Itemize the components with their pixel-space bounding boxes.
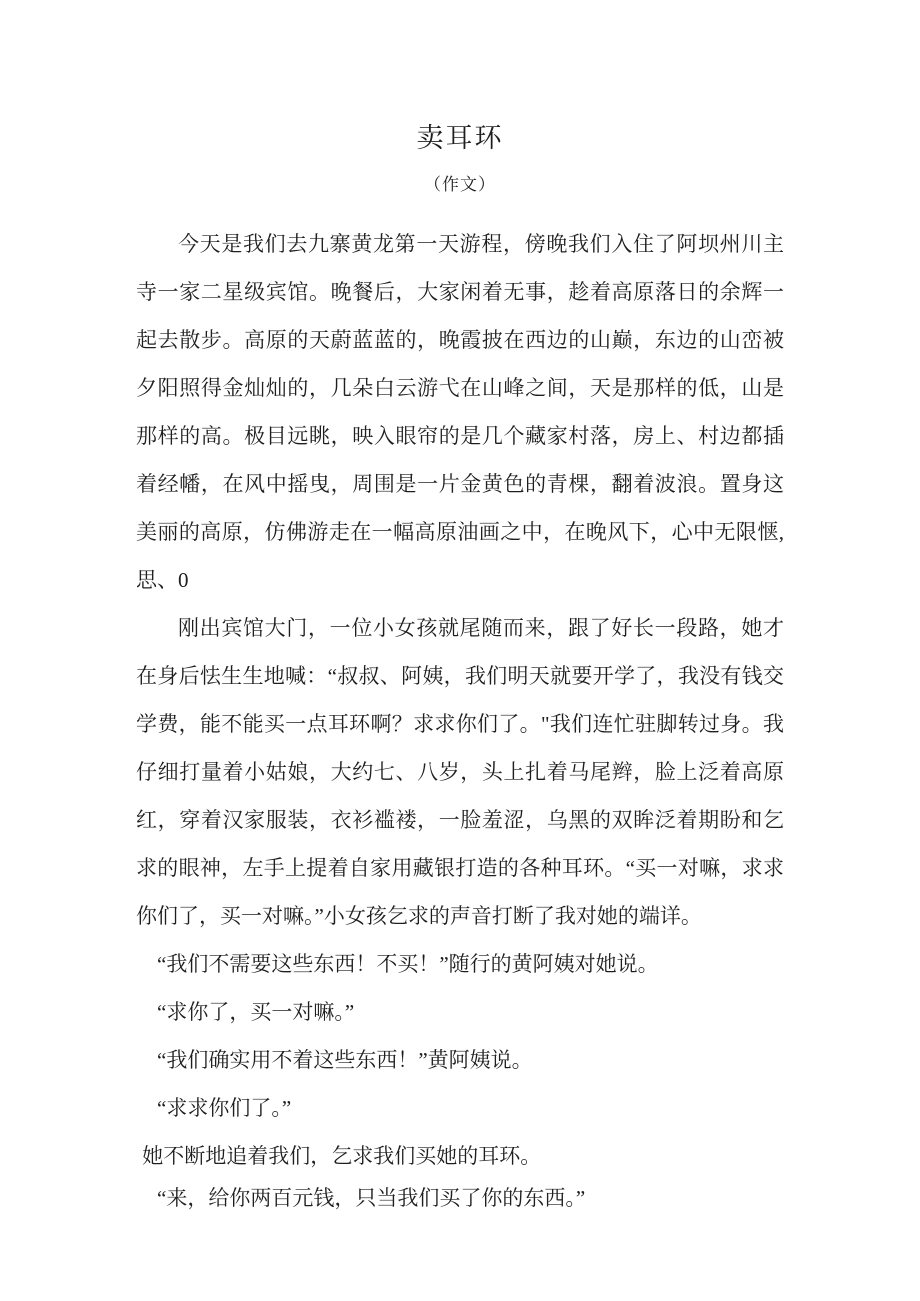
paragraph-dialogue: “求求你们了。” [157,1096,292,1120]
paragraph-dialogue: “我们确实用不着这些东西！”黄阿姨说。 [157,1048,533,1072]
paragraph-dialogue: “我们不需要这些东西！不买！”随行的黄阿姨对她说。 [157,952,659,976]
paragraph: 她不断地追着我们，乞求我们买她的耳环。 [142,1144,542,1168]
document-title: 卖耳环 [416,123,504,153]
document-subtitle: （作文） [424,175,496,194]
paragraph-dialogue: “求你了，买一对嘛。” [157,1000,355,1024]
paragraph-dialogue: “来，给你两百元钱，只当我们买了你的东西。” [157,1186,586,1210]
paragraph: 刚出宾馆大门，一位小女孩就尾随而来，跟了好长一段路，她才在身后怯生生地喊：“叔叔、阿姨，我们明天就要开学了，我没有钱交学费，能不能买一点耳环啊？求求你们了。"我们连忙驻脚转过身。我仔细打量着小姑娘，大约七、八岁，头上扎着马尾辫，脸上泛着高原红，穿着汉家服装，衣衫褴褛，一脸羞涩，乌黑的双眸泛着期盼和乞求的眼神，左手上提着自家用藏银打造的各种耳环。“买一对嘛，求求你们了，买一对嘛。”小女孩乞求的声音打断了我对她的端详。 [136,616,784,928]
document-body [136,220,784,1216]
paragraph: 今天是我们去九寨黄龙第一天游程，傍晚我们入住了阿坝州川主寺一家二星级宾馆。晚餐后，大家闲着无事，趁着高原落日的余辉一起去散步。高原的天蔚蓝蓝的，晚霞披在西边的山巅，东边的山峦被夕阳照得金灿灿的，几朵白云游弋在山峰之间，天是那样的低，山是那样的高。极目远眺，映入眼帘的是几个藏家村落，房上、村边都插着经幡，在风中摇曳，周围是一片金黄色的青棵，翻着波浪。置身这美丽的高原，仿佛游走在一幅高原油画之中，在晚风下，心中无限惬,思、0 [136,232,784,592]
